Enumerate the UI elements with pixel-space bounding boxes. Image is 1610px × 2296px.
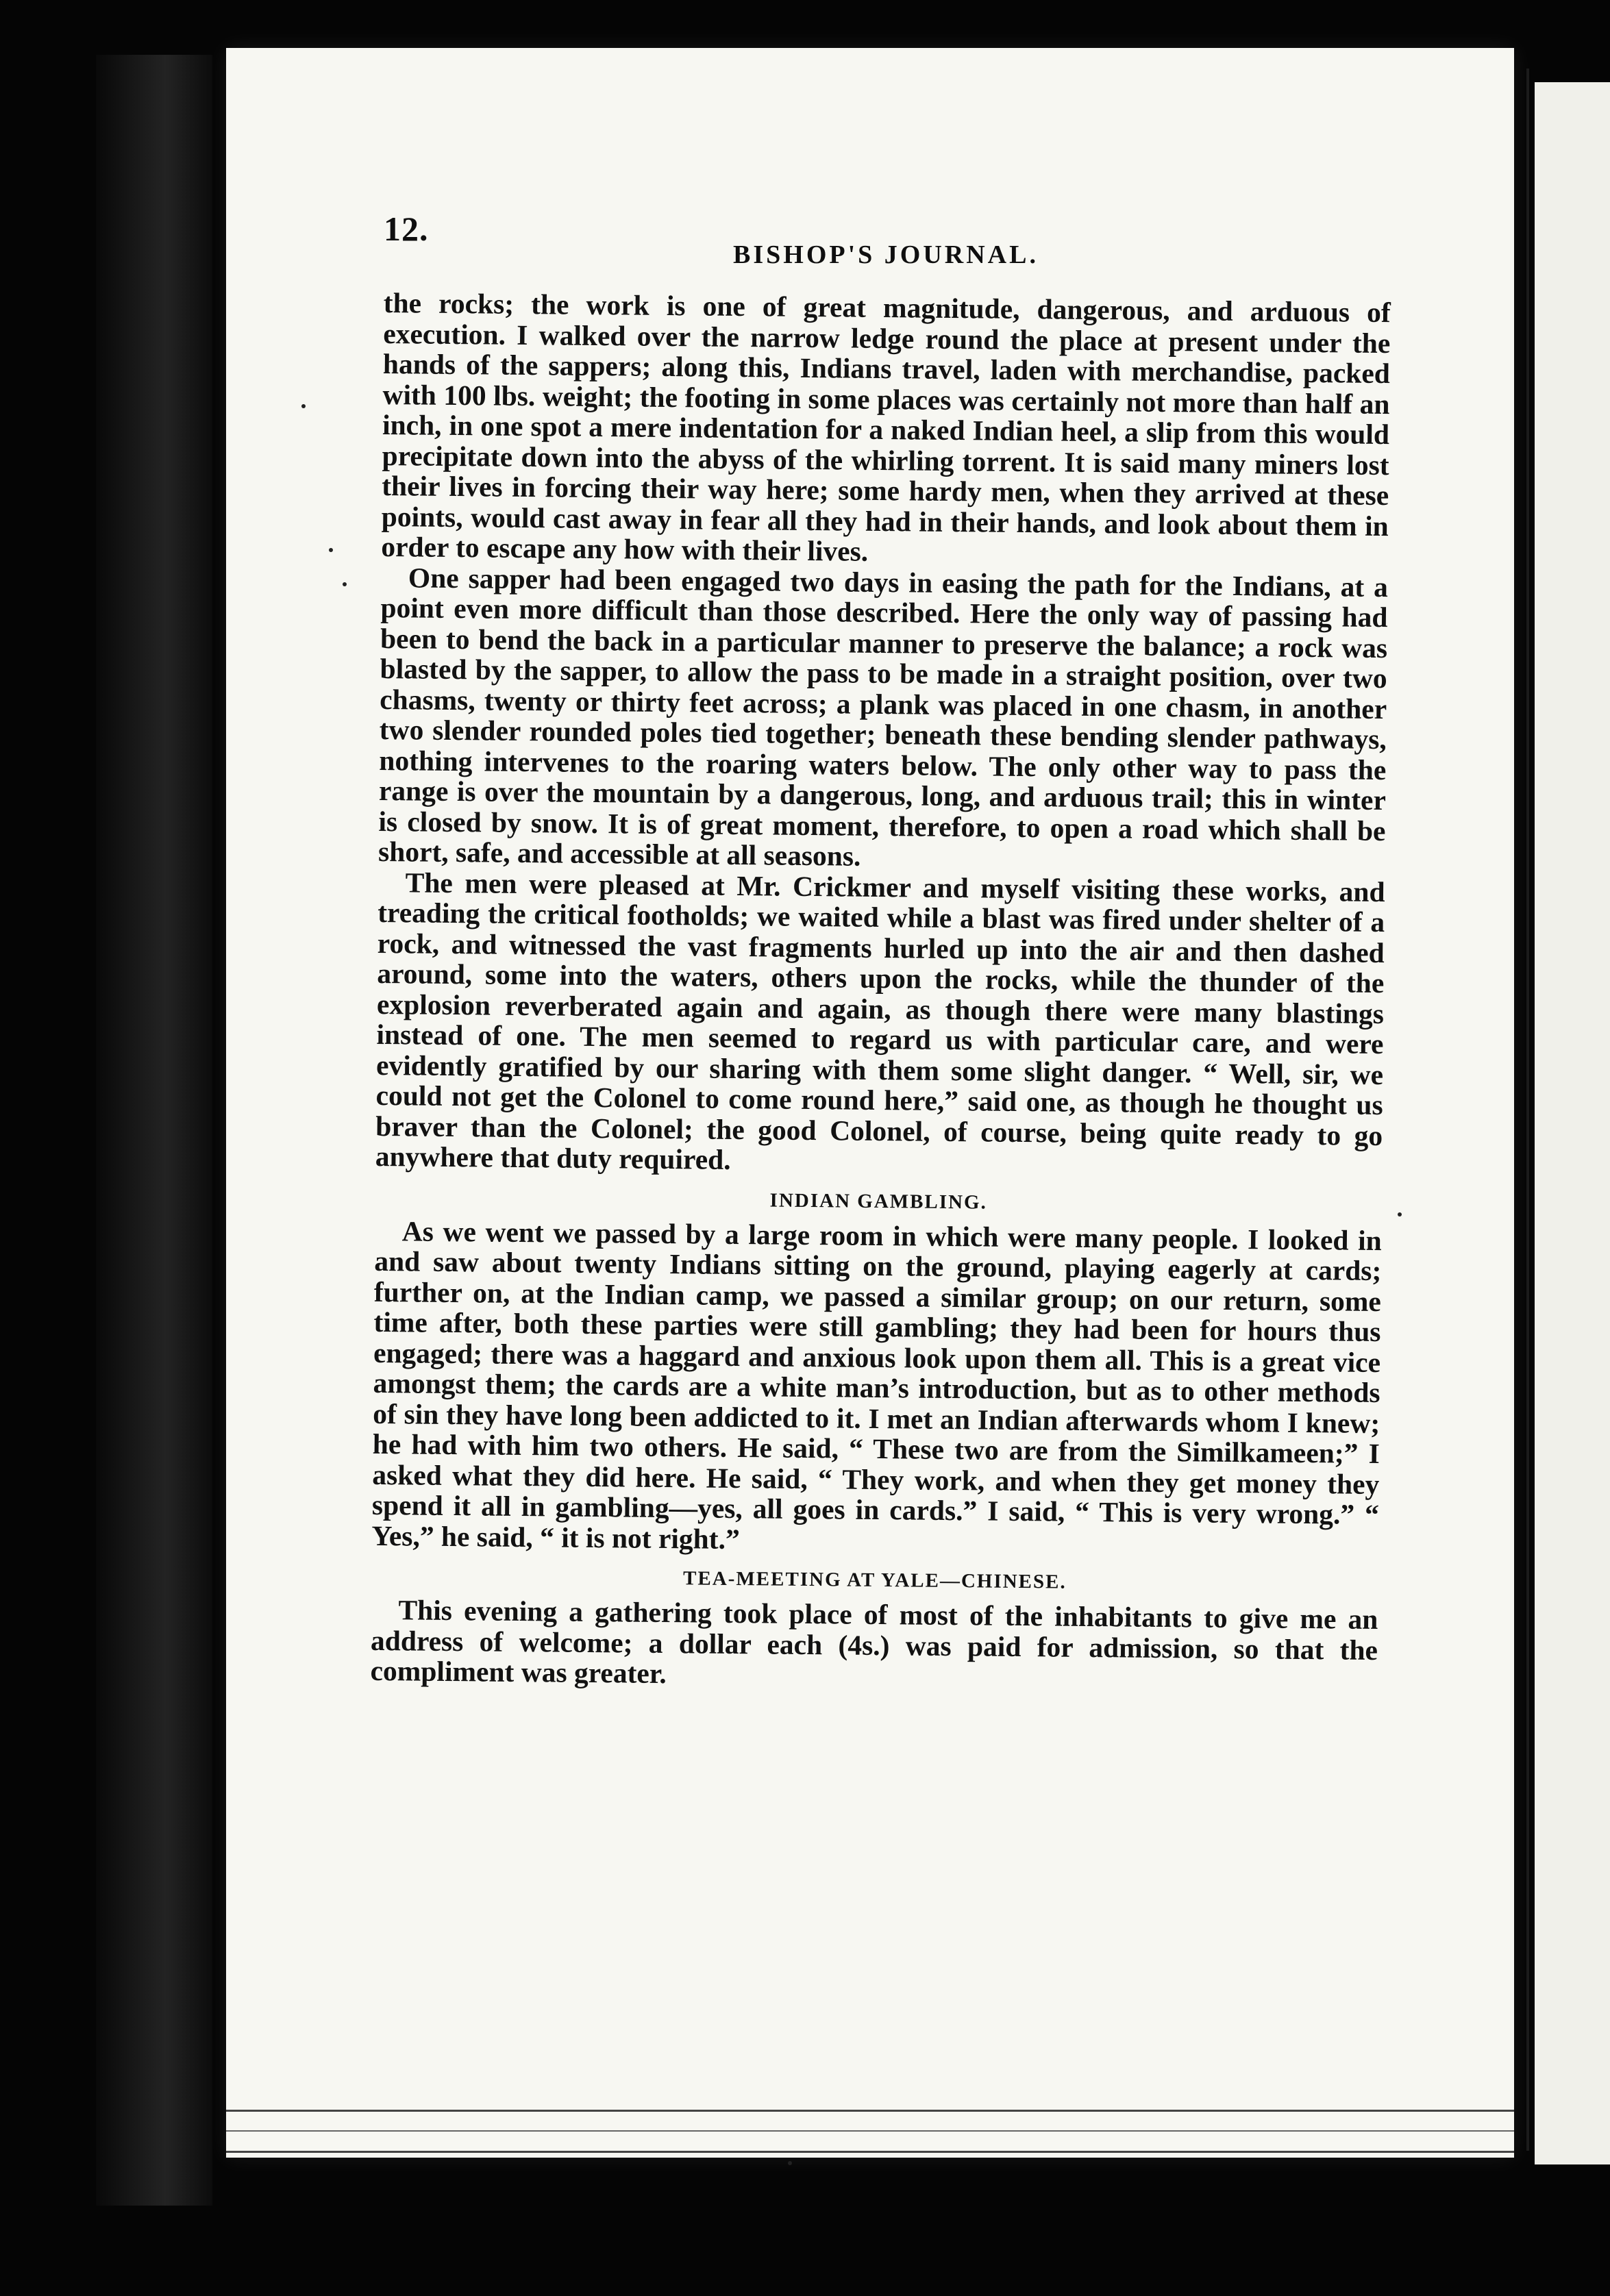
- bottom-rule: [226, 2151, 1514, 2153]
- facing-page-edge: [1535, 82, 1610, 2164]
- paragraph-4: As we went we passed by a large room in which were many people. I looked in and saw about twenty Indians sitting on the ground, playing eagerly at cards; further on, at the Indian camp, we passed a similar group; on our return, some time after, both these parties were still gambling; they had been for hours thus engaged; there was a haggard and anxious look upon them all. This is a great vice amongst them; the cards are a white man’s introduction, but as to other methods of sin they have long been addicted to it. I met an Indian afterwards whom I knew; he had with him two others. He said, “ These two are from the Similkameen;” I asked what they did here. He said, “ They work, and when they get money they spend it all in gambling—yes, all goes in cards.” I said, “ This is very wrong.” “ Yes,” he said, “ it is not right.”: [371, 1214, 1382, 1555]
- bottom-rule: [226, 2130, 1514, 2132]
- ink-speck: [329, 548, 333, 552]
- paragraph-5: This evening a gathering took place of most of the inhabitants to give me an address of welcome; a dollar each (4s.) was paid for admission, so that the compliment was greater.: [370, 1594, 1378, 1690]
- ink-speck: [788, 2161, 792, 2165]
- page-number: 12.: [384, 210, 429, 248]
- binding-shadow: [96, 55, 212, 2206]
- page-header: [384, 209, 1391, 269]
- ink-speck: [1398, 1212, 1402, 1216]
- paragraph-2: One sapper had been engaged two days in easing the path for the Indians, at a point even more difficult than those described. Here the only way of passing had been to bend the back in a particular manner to preserve the balance; a rock was blasted by the sapper, to allow the pass to be made in a straight position, over two chasms, twenty or thirty feet across; a plank was placed in one chasm, in another two slender rounded poles tied together; beneath these bending slender pathways, nothing intervenes to the roaring waters below. The only other way to pass the range is over the mountain by a dangerous, long, and arduous trail; this in winter is closed by snow. It is of great moment, therefore, to open a road which shall be short, safe, and accessible at all seasons.: [377, 561, 1389, 872]
- bottom-rule: [226, 2110, 1514, 2112]
- section-heading-tea-meeting: TEA-MEETING AT YALE—CHINESE.: [682, 1567, 1067, 1593]
- section-heading-indian-gambling: INDIAN GAMBLING.: [769, 1188, 987, 1214]
- page-edge-line: [1526, 68, 1529, 2151]
- paragraph-3: The men were pleased at Mr. Crickmer and myself visiting these works, and treading the critical footholds; we waited while a blast was fired under shelter of a rock, and witnessed the vast fragments hurled up into the air and then dashed around, some into the waters, others upon the rocks, while the thunder of the explosion reverberated again and again, as though there were many blastings instead of one. The men seemed to regard us with particular care, and were evidently gratified by our sharing with them some slight danger. “ Well, sir, we could not get the Colonel to come round here,” said one, as though he thought us braver than the Colonel; the good Colonel, of course, being quite ready to go anywhere that duty required.: [375, 866, 1385, 1175]
- running-head: BISHOP'S JOURNAL.: [733, 240, 1039, 269]
- ink-speck: [301, 404, 306, 408]
- body-text: [370, 288, 1391, 1696]
- ink-speck: [343, 582, 347, 586]
- paragraph-1: the rocks; the work is one of great magnitude, dangerous, and arduous of execution. I walked over the narrow ledge round the place at present under the hands of the sappers; along this, Indians travel, laden with merchandise, packed with 100 lbs. weight; the footing in some places was certainly not more than half an inch, in one spot a mere indentation for a naked Indian heel, a slip from this would precipitate down into the abyss of the whirling torrent. It is said many miners lost their lives in forcing their way here; some hardy men, when they arrived at these points, would cast away in fear all they had in their hands, and look about them in order to escape any how with their lives.: [381, 287, 1391, 567]
